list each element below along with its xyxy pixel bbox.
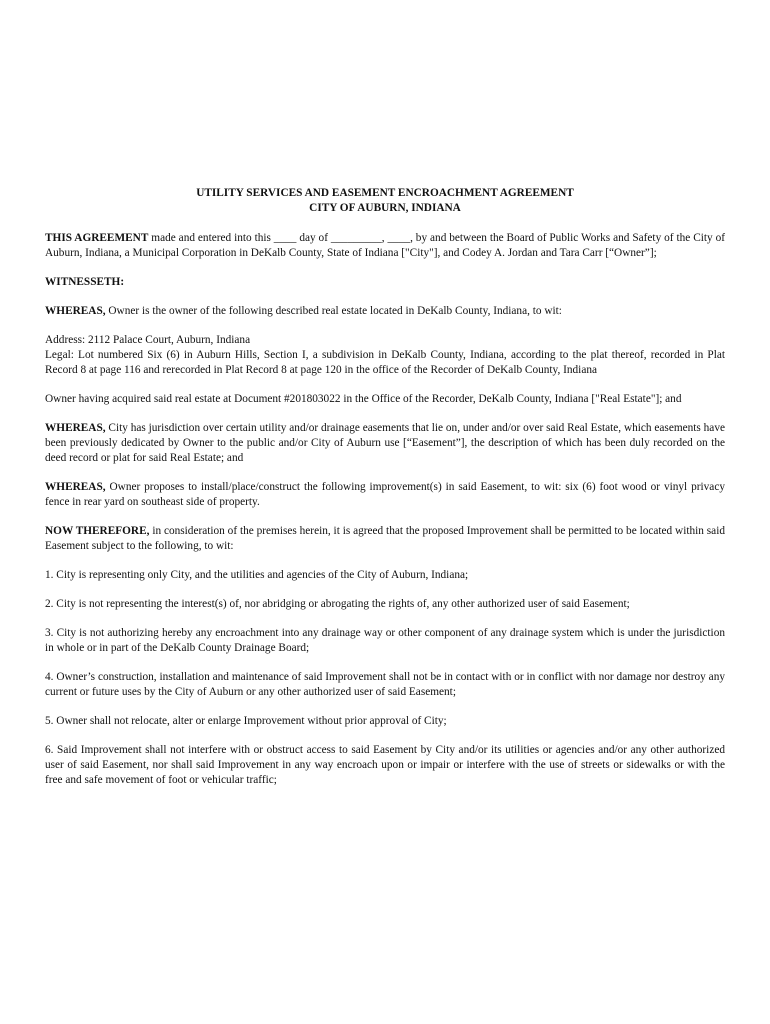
whereas-jurisdiction-paragraph xyxy=(45,421,725,466)
intro-text: made and entered into this ____ day of _________, ____, by and between the Board of Public Works and Safety of the City of Auburn, Indiana, a Municipal Corporation in DeKalb County, State of Indiana ["City"], and Codey A. Jordan and Tara Carr [“Owner”]; xyxy=(45,232,725,259)
whereas-text: Owner proposes to install/place/construct the following improvement(s) in said Easement, to wit: six (6) foot wood or vinyl privacy fence in rear yard on southeast side of property. xyxy=(45,481,725,508)
address-line: Address: 2112 Palace Court, Auburn, Indiana xyxy=(45,334,251,346)
legal-description: Legal: Lot numbered Six (6) in Auburn Hills, Section I, a subdivision in DeKalb County, Indiana, according to the plat thereof, recorded in Plat Record 8 at page 116 and rerecorded in Plat Record 8 at page 120 in the office of the Recorder of DeKalb County, Indiana xyxy=(45,349,725,376)
whereas-lead: WHEREAS, xyxy=(45,481,106,493)
acquired-paragraph: Owner having acquired said real estate at Document #201803022 in the Office of the Recorder, DeKalb County, Indiana ["Real Estate"]; and xyxy=(45,393,682,405)
whereas-owner-paragraph xyxy=(45,304,725,319)
whereas-lead: WHEREAS, xyxy=(45,422,106,434)
whereas-text: City has jurisdiction over certain utility and/or drainage easements that lie on, under and/or over said Real Estate, which easements have been previously dedicated by Owner to the public and/or City of Auburn use [“Easement”], the description of which has been duly recorded on the deed record or plat for said Real Estate; and xyxy=(45,422,725,464)
whereas-improvement-paragraph xyxy=(45,480,725,510)
agreement-page xyxy=(45,186,725,802)
list-item-2: 2. City is not representing the interest(s) of, nor abridging or abrogating the rights of, any other authorized user of said Easement; xyxy=(45,598,630,610)
list-item-1: 1. City is representing only City, and the utilities and agencies of the City of Auburn, Indiana; xyxy=(45,569,469,581)
whereas-text: Owner is the owner of the following described real estate located in DeKalb County, Indiana, to wit: xyxy=(105,305,562,317)
now-therefore-text: in consideration of the premises herein, it is agreed that the proposed Improvement shall be permitted to be located within said Easement subject to the following, to wit: xyxy=(45,525,725,552)
document-subtitle: CITY OF AUBURN, INDIANA xyxy=(309,202,461,214)
now-therefore-lead: NOW THEREFORE, xyxy=(45,525,150,537)
intro-paragraph xyxy=(45,231,725,261)
whereas-lead: WHEREAS, xyxy=(45,305,106,317)
list-item-5: 5. Owner shall not relocate, alter or enlarge Improvement without prior approval of City; xyxy=(45,715,447,727)
document-title: UTILITY SERVICES AND EASEMENT ENCROACHMENT AGREEMENT xyxy=(196,187,574,199)
list-item-6: 6. Said Improvement shall not interfere with or obstruct access to said Easement by City and/or its utilities or agencies and/or any other authorized user of said Easement, nor shall said Improvement in any way encroach upon or impair or interfere with the use of streets or sidewalks or with the free and safe movement of foot or vehicular traffic; xyxy=(45,744,725,786)
witnesseth-heading: WITNESSETH: xyxy=(45,276,125,288)
title-block xyxy=(45,186,725,216)
now-therefore-paragraph xyxy=(45,524,725,554)
list-item-4: 4. Owner’s construction, installation and maintenance of said Improvement shall not be in contact with or in conflict with nor damage nor destroy any current or future uses by the City of Auburn or any other authorized user of said Easement; xyxy=(45,671,725,698)
list-item-3: 3. City is not authorizing hereby any encroachment into any drainage way or other component of any drainage system which is under the jurisdiction in whole or in part of the DeKalb County Drainage Board; xyxy=(45,627,725,654)
intro-lead: THIS AGREEMENT xyxy=(45,232,149,244)
